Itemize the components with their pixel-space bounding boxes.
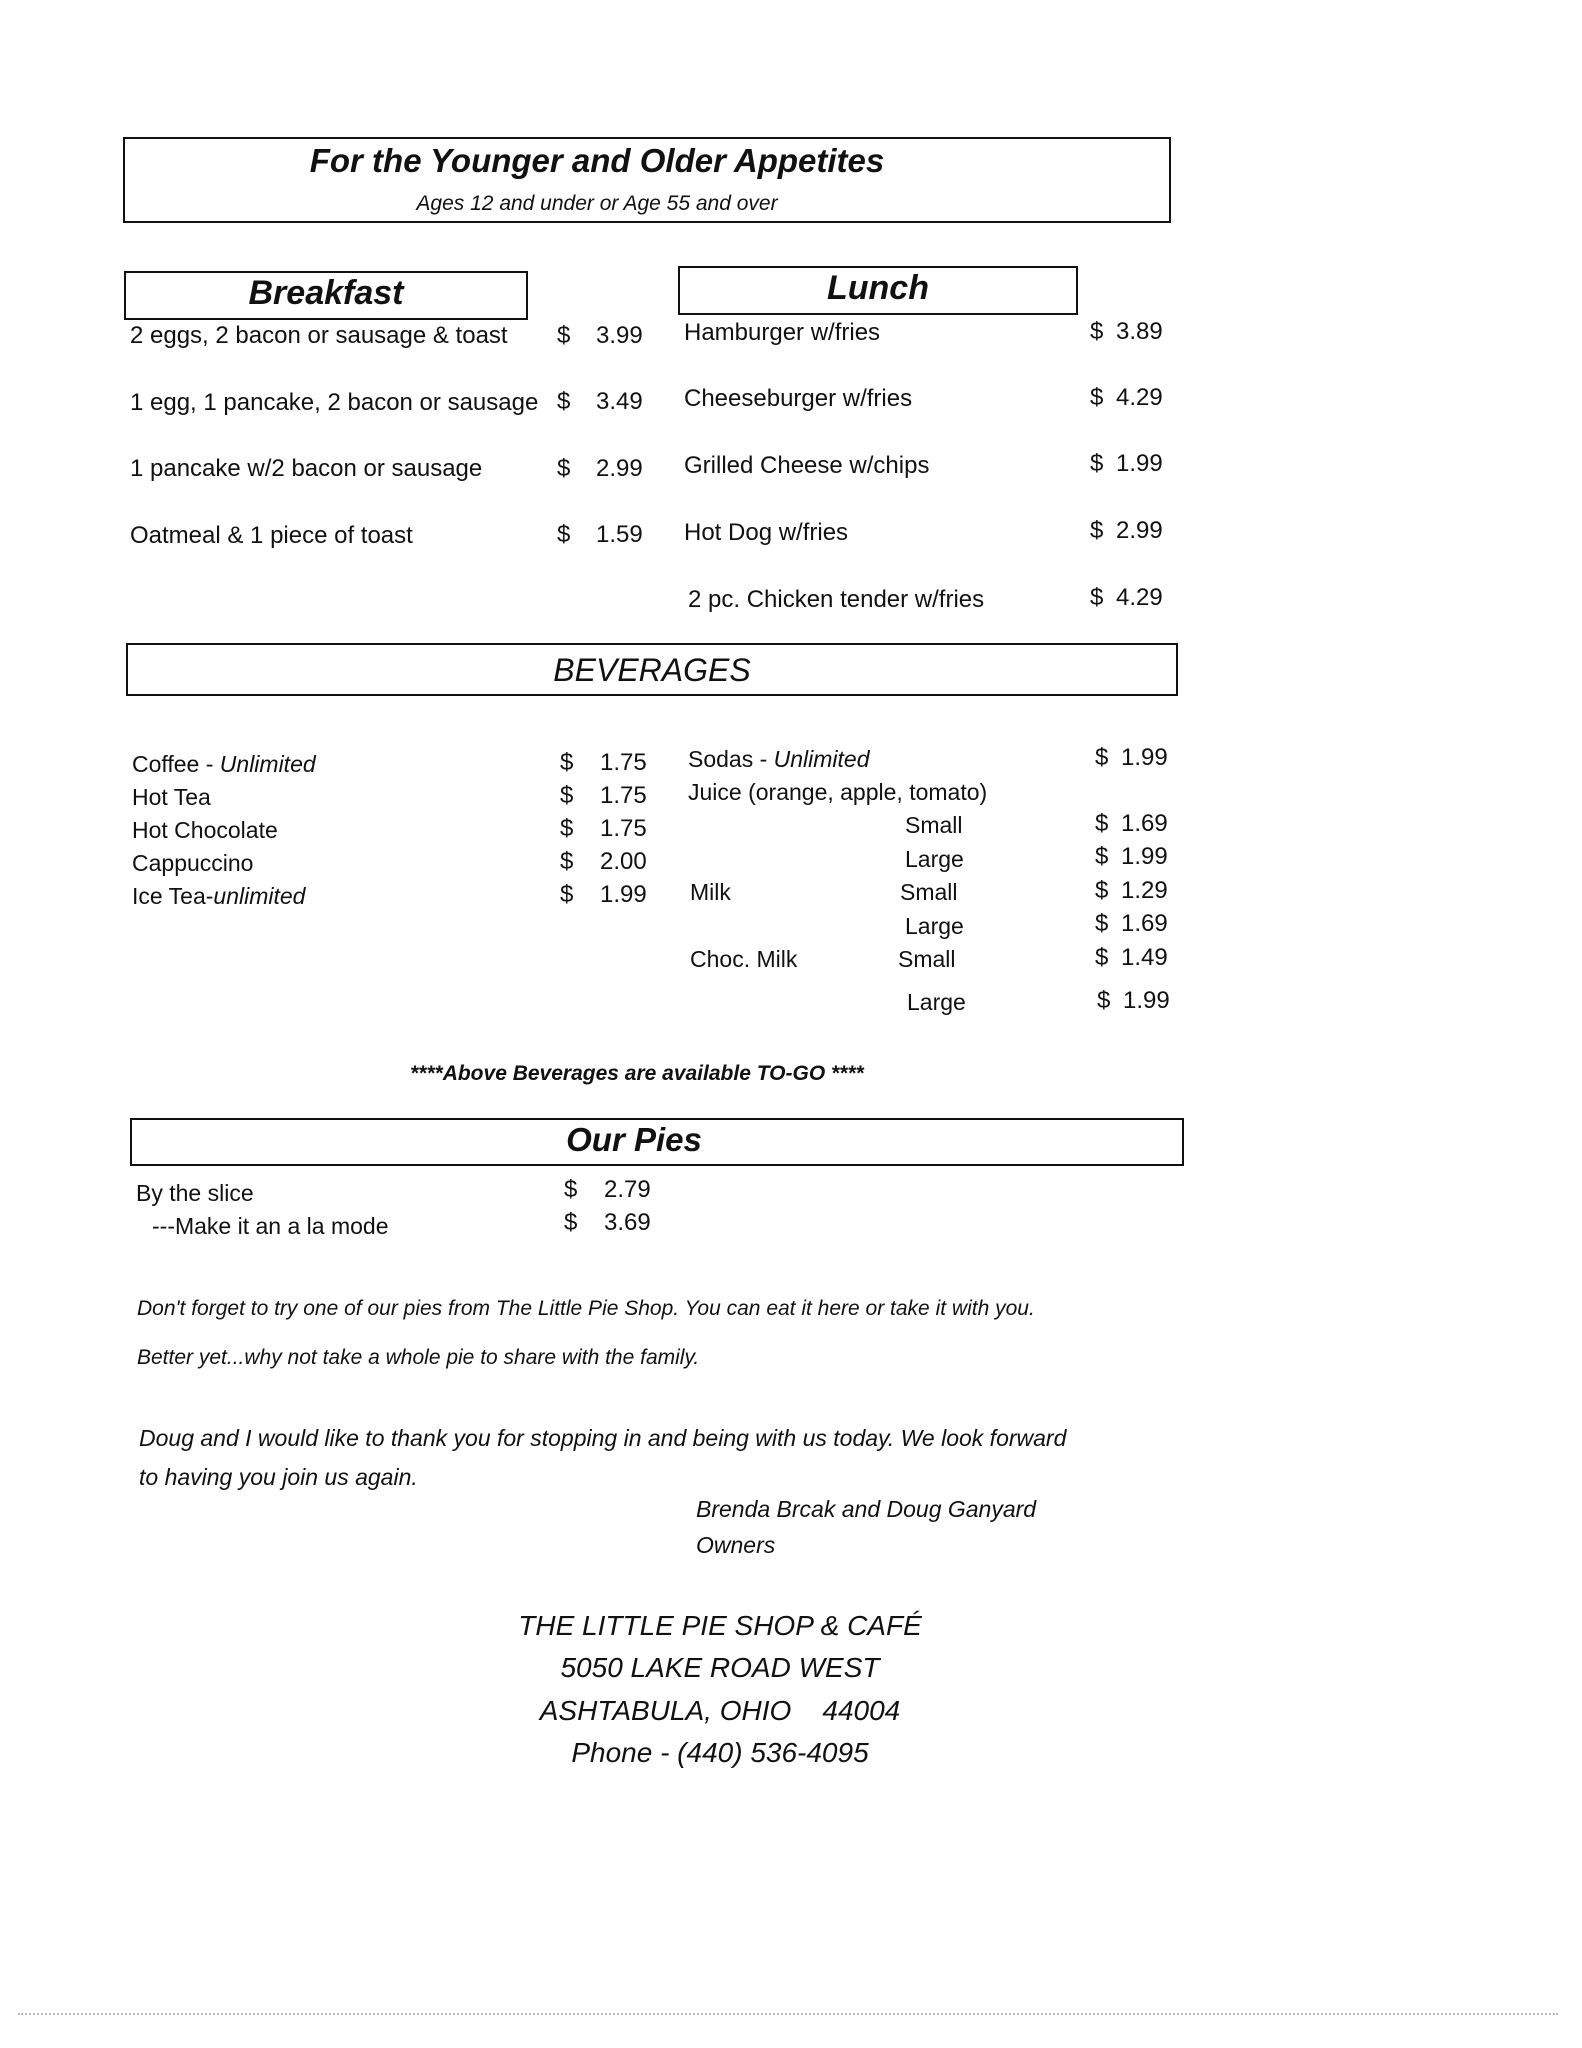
beverage-name: Cappuccino [132,850,254,876]
milk-price: 1.29 [1121,877,1168,904]
pies-title: Our Pies [566,1121,702,1158]
shop-name: THE LITTLE PIE SHOP & CAFÉ [518,1610,922,1641]
beverage-note: unlimited [213,883,306,909]
choc-milk-price: 1.49 [1121,944,1168,971]
lunch-item-price: 4.29 [1116,384,1163,411]
beverage-price: 1.75 [600,749,647,776]
lunch-item-price: 2.99 [1116,517,1163,544]
beverage-name: Hot Tea [132,784,211,810]
sodas-note: Unlimited [773,746,870,772]
sodas-price: 1.99 [1121,744,1168,771]
juice-size: Large [905,846,964,872]
shop-street: 5050 LAKE ROAD WEST [560,1652,880,1683]
shop-city: ASHTABULA, OHIO 44004 [539,1695,901,1726]
lunch-item-name: 2 pc. Chicken tender w/fries [688,586,985,613]
beverage-price: 2.00 [600,848,647,875]
breakfast-item-currency: $ [557,322,571,349]
juice-currency: $ [1095,810,1109,837]
lunch-item-currency: $ [1090,517,1104,544]
juice-name: Juice (orange, apple, tomato) [688,779,988,805]
choc-milk-size: Large [907,989,966,1015]
beverages-title: BEVERAGES [553,652,751,688]
owners-names: Brenda Brcak and Doug Ganyard [696,1496,1037,1522]
beverage-item [132,817,278,844]
breakfast-item-currency: $ [557,521,571,548]
breakfast-item-price: 3.49 [596,388,643,415]
beverage-item [132,784,211,811]
pie-note-line-2: Better yet...why not take a whole pie to share with the family. [137,1346,700,1369]
beverage-currency: $ [560,815,574,842]
milk-size: Large [905,913,964,939]
juice-currency: $ [1095,843,1109,870]
beverage-item [132,751,316,778]
juice-price: 1.69 [1121,810,1168,837]
breakfast-item-price: 3.99 [596,322,643,349]
milk-size: Small [900,879,958,905]
beverage-name: Ice Tea- [132,883,214,909]
pie-item-price: 3.69 [604,1209,651,1236]
lunch-item-name: Hot Dog w/fries [684,519,849,546]
pie-item-name: ---Make it an a la mode [152,1213,389,1239]
juice-price: 1.99 [1121,843,1168,870]
scan-edge-divider [18,2013,1558,2015]
breakfast-item-currency: $ [557,455,571,482]
sodas-currency: $ [1095,744,1109,771]
lunch-item-currency: $ [1090,584,1104,611]
pie-item-currency: $ [564,1176,578,1203]
beverage-currency: $ [560,848,574,875]
beverage-price: 1.99 [600,881,647,908]
breakfast-item-name: 1 egg, 1 pancake, 2 bacon or sausage [130,389,539,416]
breakfast-item-price: 1.59 [596,521,643,548]
beverage-currency: $ [560,749,574,776]
lunch-item-currency: $ [1090,384,1104,411]
choc-milk-size: Small [898,946,956,972]
beverage-currency: $ [560,782,574,809]
pie-note-line-1: Don't forget to try one of our pies from The Little Pie Shop. You can eat it here or take it with you. [137,1297,1035,1320]
choc-milk-name: Choc. Milk [690,946,798,972]
sodas-name: Sodas - [688,746,774,772]
breakfast-item-name: 1 pancake w/2 bacon or sausage [130,455,483,482]
lunch-item-price: 3.89 [1116,318,1163,345]
choc-milk-currency: $ [1095,944,1109,971]
lunch-title: Lunch [827,269,929,307]
milk-price: 1.69 [1121,910,1168,937]
breakfast-title: Breakfast [248,274,404,312]
milk-currency: $ [1095,877,1109,904]
choc-milk-price: 1.99 [1123,987,1170,1014]
breakfast-item-price: 2.99 [596,455,643,482]
owners-label: Owners [696,1532,776,1558]
lunch-item-name: Hamburger w/fries [684,319,881,346]
lunch-item-name: Cheeseburger w/fries [684,385,913,412]
beverage-name: Hot Chocolate [132,817,278,843]
milk-name: Milk [690,879,731,905]
breakfast-item-name: Oatmeal & 1 piece of toast [130,522,413,549]
to-go-note: ****Above Beverages are available TO-GO **** [410,1062,864,1085]
breakfast-item-currency: $ [557,388,571,415]
milk-currency: $ [1095,910,1109,937]
sodas-item [688,746,870,773]
pie-item-price: 2.79 [604,1176,651,1203]
thanks-line-2: to having you join us again. [139,1464,418,1490]
menu-subtitle: Ages 12 and under or Age 55 and over [416,192,778,215]
beverage-price: 1.75 [600,815,647,842]
lunch-item-price: 1.99 [1116,450,1163,477]
juice-size: Small [905,812,963,838]
beverage-note: Unlimited [219,751,316,777]
breakfast-item-name: 2 eggs, 2 bacon or sausage & toast [130,322,508,349]
beverage-item [132,883,305,910]
lunch-item-currency: $ [1090,450,1104,477]
shop-phone: Phone - (440) 536-4095 [571,1737,869,1768]
pie-item-currency: $ [564,1209,578,1236]
beverage-currency: $ [560,881,574,908]
pie-item-name: By the slice [136,1180,254,1206]
beverage-price: 1.75 [600,782,647,809]
choc-milk-currency: $ [1097,987,1111,1014]
beverage-name: Coffee - [132,751,220,777]
beverage-item [132,850,253,877]
lunch-item-currency: $ [1090,318,1104,345]
menu-title: For the Younger and Older Appetites [309,142,885,179]
lunch-item-price: 4.29 [1116,584,1163,611]
lunch-item-name: Grilled Cheese w/chips [684,452,930,479]
thanks-line-1: Doug and I would like to thank you for stopping in and being with us today. We look forward [139,1425,1067,1451]
